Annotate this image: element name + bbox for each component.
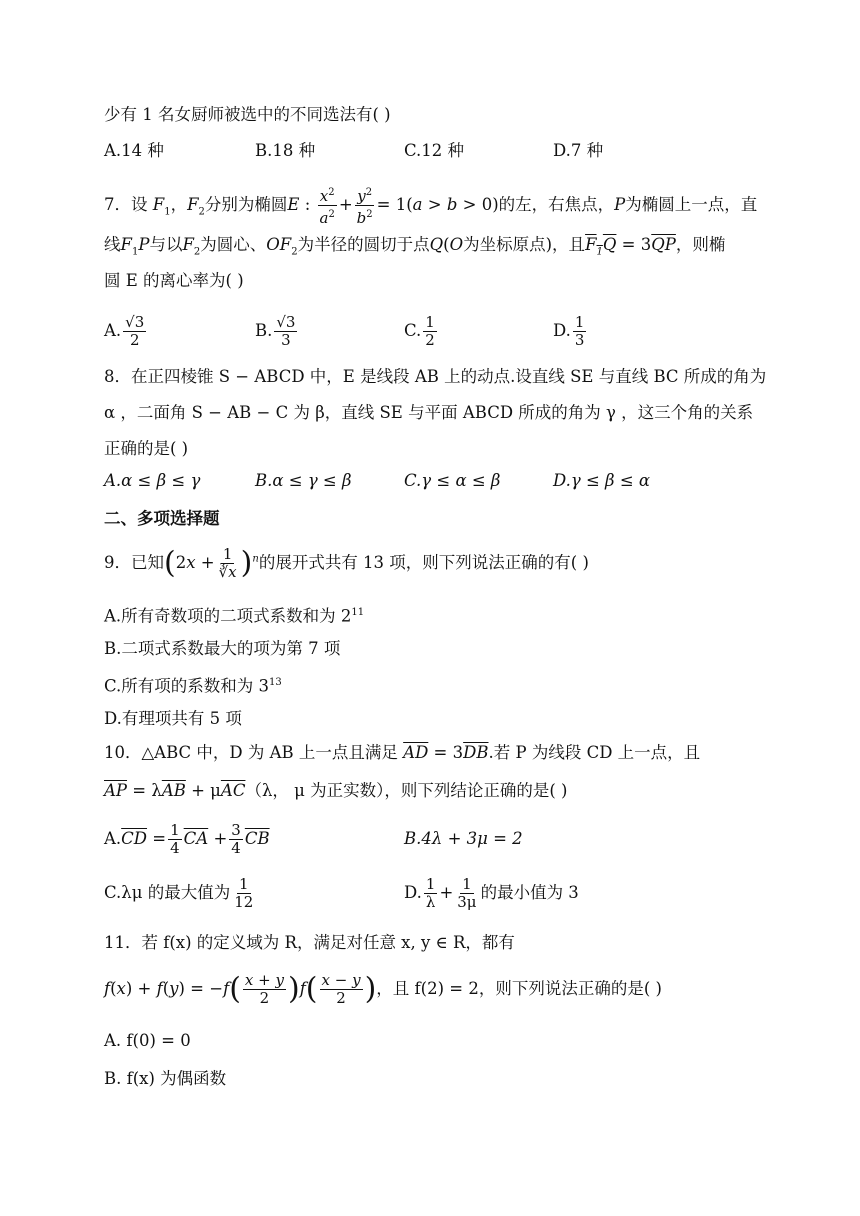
q11-option-a: A. f(0) = 0 — [104, 1031, 191, 1050]
q9-option-b: B.二项式系数最大的项为第 7 项 — [104, 639, 341, 658]
section-heading: 二、多项选择题 — [104, 509, 220, 528]
q11-option-b: B. f(x) 为偶函数 — [104, 1069, 227, 1088]
q7-line-2: 线$F_1P$与以$F_2$为圆心、$OF_2$为半径的圆切于点Q(O为坐标原点)，且$F_1Q = 3\overline{QP}$，则椭 — [104, 235, 726, 258]
q7-option-d: D. $\frac{1}{3}$ — [553, 313, 585, 349]
q11-line-1: 11．若 f(x) 的定义域为 R，满足对任意 x, y ∈ R，都有 — [104, 933, 515, 952]
q6-stem-tail: 少有 1 名女厨师被选中的不同选法有( ) — [104, 105, 391, 124]
q7-line-1: 7．设 $F_1$，$F_2$分别为椭圆E : $\frac{x^2}{a^2}$ + $\frac{y^2}{b^2}$ = 1(a > b > 0)的左，右焦点，P为椭圆上一点，直 — [104, 184, 757, 227]
q9-stem: 9．已知(2x + $\frac{1}{∛x}$ )$^n$的展开式共有 13 项，则下列说法正确的有( ) — [104, 545, 589, 581]
q6-option-a: A.14 种 — [104, 141, 164, 160]
q11-line-2: f(x) + f(y) = −f( $\frac{x + y}{2}$ )f( $\frac{x - y}{2}$ )，且 f(2) = 2，则下列说法正确的是( ) — [104, 971, 662, 1007]
q7-option-c: C. $\frac{1}{2}$ — [404, 313, 435, 349]
q10-option-a: $A.\overline{CD}$ = $\frac{1}{4}$ $\overline{CA}$ + $\frac{3}{4}$ $\overline{CB}$ — [104, 821, 270, 857]
q8-option-a: A.α ≤ β ≤ γ — [104, 471, 201, 490]
q7-option-b: B. $\frac{√3}{3}$ — [255, 313, 296, 349]
q8-line-2: α ，二面角 S − AB − C 为 β，直线 SE 与平面 ABCD 所成的角为 γ ，这三个角的关系 — [104, 403, 754, 422]
q9-option-c: C.所有项的系数和为 $3^{13}$ — [104, 676, 282, 696]
q9-option-d: D.有理项共有 5 项 — [104, 709, 242, 728]
q6-option-d: D.7 种 — [553, 141, 604, 160]
q8-line-1: 8．在正四棱锥 S − ABCD 中，E 是线段 AB 上的动点.设直线 SE 与直线 BC 所成的角为 — [104, 367, 767, 386]
q9-option-a: A.所有奇数项的二项式系数和为 $2^{11}$ — [104, 606, 365, 626]
q10-option-b: B.4λ + 3μ = 2 — [404, 829, 523, 848]
q8-line-3: 正确的是( ) — [104, 439, 189, 458]
q6-option-b: B.18 种 — [255, 141, 316, 160]
q10-option-d: D. $\frac{1}{\lambda}$ + $\frac{1}{3\mu}$ 的最小值为 3 — [404, 875, 579, 911]
q7-option-a: A. $\frac{√3}{2}$ — [104, 313, 145, 349]
q7-line-3: 圆 E 的离心率为( ) — [104, 271, 244, 290]
q8-option-b: B.α ≤ γ ≤ β — [255, 471, 352, 490]
q6-option-c: C.12 种 — [404, 141, 465, 160]
q10-line-1: 10．△ABC 中，D 为 AB 上一点且满足 $\overline{AD} = 3\overline{DB}$.若 P 为线段 CD 上一点，且 — [104, 743, 701, 762]
q8-option-c: C.γ ≤ α ≤ β — [404, 471, 501, 490]
q10-option-c: C.λμ 的最大值为 $\frac{1}{12}$ — [104, 875, 254, 911]
q10-line-2: $\overline{AP} = \lambda\overline{AB} + \mu\overline{AC}(\lambda$， μ 为正实数），则下列结论正确的是( ) — [104, 781, 568, 800]
q8-option-d: D.γ ≤ β ≤ α — [553, 471, 651, 490]
